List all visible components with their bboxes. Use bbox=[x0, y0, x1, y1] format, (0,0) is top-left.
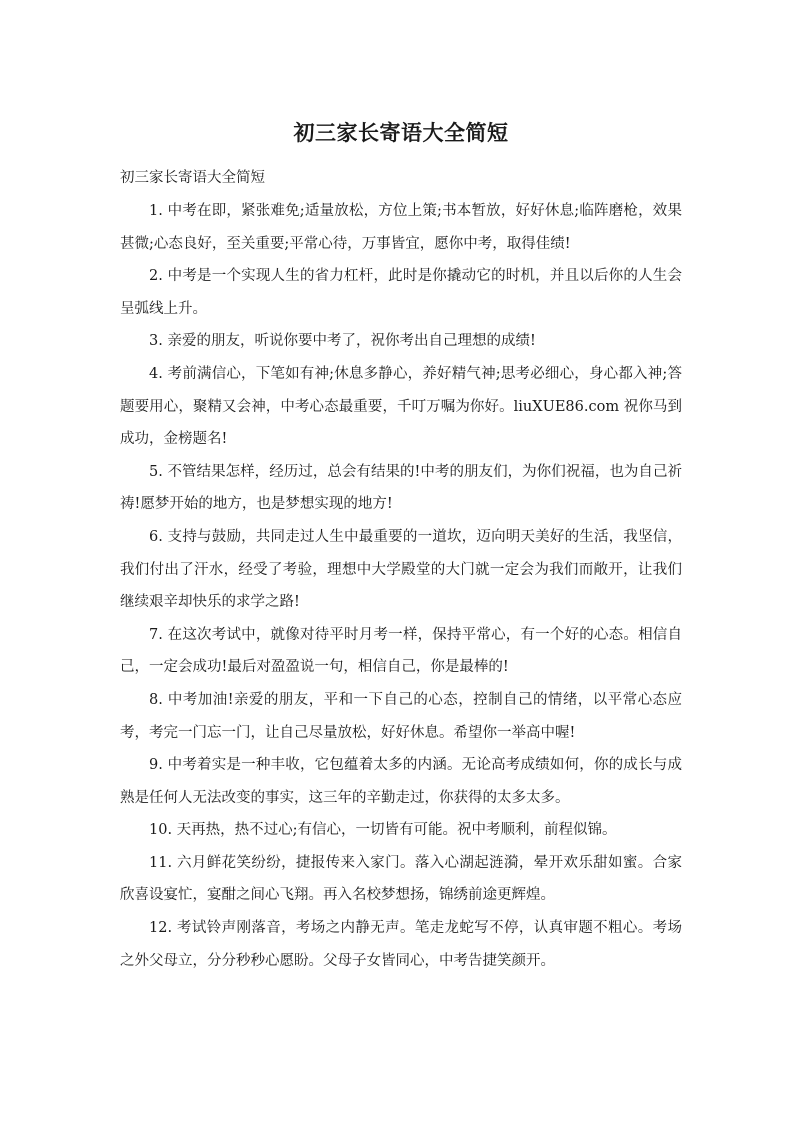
paragraph-6: 6. 支持与鼓励，共同走过人生中最重要的一道坎，迈向明天美好的生活，我坚信，我们付出了汗水，经受了考验，理想中大学殿堂的大门就一定会为我们而敞开，让我们继续艰辛却快乐的求学之路! bbox=[120, 528, 682, 611]
paragraph-12: 12. 考试铃声刚落音，考场之内静无声。笔走龙蛇写不停，认真审题不粗心。考场之外父母立，分分秒秒心愿盼。父母子女皆同心，中考告捷笑颜开。 bbox=[120, 920, 682, 969]
paragraph-2: 2. 中考是一个实现人生的省力杠杆，此时是你撬动它的时机，并且以后你的人生会呈弧线上升。 bbox=[120, 268, 682, 317]
document-title: 初三家长寄语大全简短 bbox=[293, 121, 509, 145]
paragraph-3: 3. 亲爱的朋友，听说你要中考了，祝你考出自己理想的成绩! bbox=[149, 333, 536, 350]
document-subtitle: 初三家长寄语大全简短 bbox=[120, 170, 265, 186]
paragraph-4: 4. 考前满信心，下笔如有神;休息多静心，养好精气神;思考必细心，身心都入神;答题要用心，聚精又会神，中考心态最重要，千叮万嘱为你好。liuXUE86.com 祝你马到成功，金榜题名! bbox=[120, 365, 682, 448]
paragraph-8: 8. 中考加油!亲爱的朋友，平和一下自己的心态，控制自己的情绪，以平常心态应考，考完一门忘一门，让自己尽量放松，好好休息。希望你一举高中喔! bbox=[120, 691, 682, 741]
paragraph-1: 1. 中考在即，紧张难免;适量放松，方位上策;书本暂放，好好休息;临阵磨枪，效果甚微;心态良好，至关重要;平常心待，万事皆宜，愿你中考，取得佳绩! bbox=[120, 203, 682, 252]
paragraph-7: 7. 在这次考试中，就像对待平时月考一样，保持平常心，有一个好的心态。相信自己，一定会成功!最后对盈盈说一句，相信自己，你是最棒的! bbox=[120, 626, 682, 676]
paragraph-5: 5. 不管结果怎样，经历过，总会有结果的!中考的朋友们，为你们祝福，也为自己祈祷!愿梦开始的地方，也是梦想实现的地方! bbox=[120, 463, 682, 513]
paragraph-11: 11. 六月鲜花笑纷纷，捷报传来入家门。落入心湖起涟漪，晕开欢乐甜如蜜。合家欣喜设宴忙，宴酣之间心飞翔。再入名校梦想扬，锦绣前途更辉煌。 bbox=[120, 854, 682, 904]
paragraph-10: 10. 天再热，热不过心;有信心，一切皆有可能。祝中考顺利，前程似锦。 bbox=[149, 822, 617, 839]
paragraph-9: 9. 中考着实是一种丰收，它包蕴着太多的内涵。无论高考成绩如何，你的成长与成熟是任何人无法改变的事实，这三年的辛勤走过，你获得的太多太多。 bbox=[120, 757, 682, 806]
